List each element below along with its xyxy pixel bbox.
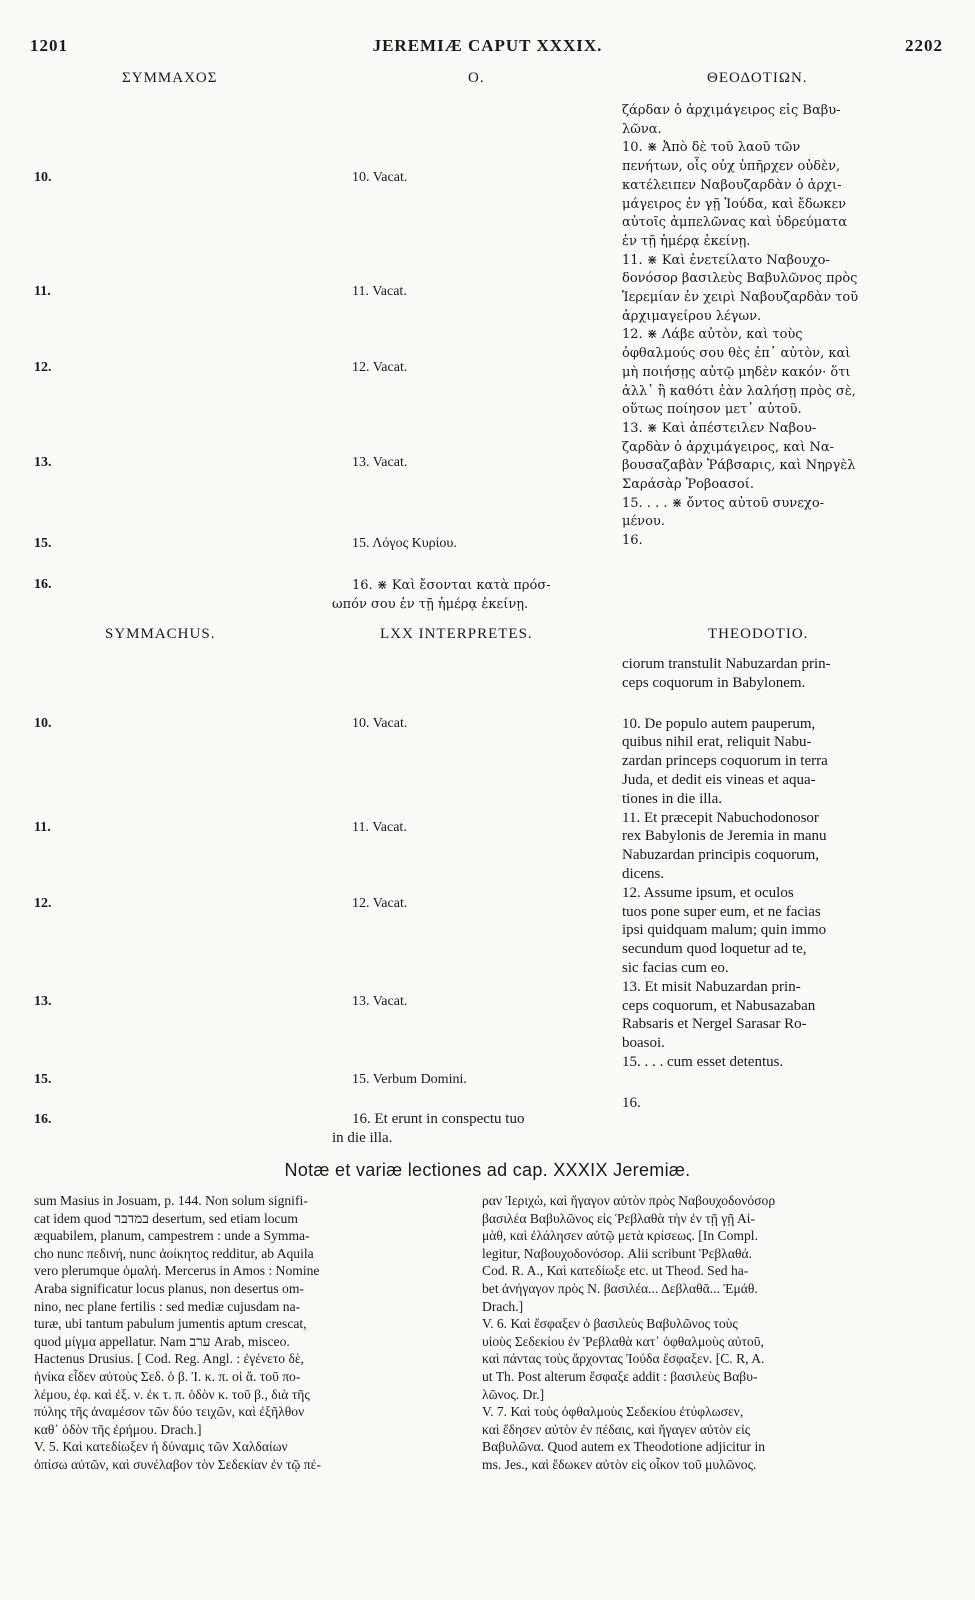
latin-lxx-verse: 13. Vacat. bbox=[352, 994, 408, 1009]
page-title: JEREMIÆ CAPUT XXXIX. bbox=[372, 36, 603, 55]
latin-sym-verse: 11. bbox=[34, 820, 51, 835]
greek-th-line: ἀρχιμαγείρου λέγων. bbox=[622, 308, 762, 324]
spacer bbox=[622, 1072, 907, 1094]
note-line: λέμου, ἐφ. καὶ ἐξ. ν. ἐκ τ. π. ὁδὸν κ. τοῦ β., διὰ τῆς bbox=[34, 1386, 310, 1402]
latin-header-lxx: LXX INTERPRETES. bbox=[380, 626, 533, 642]
greek-lxx-verse: 15. Λόγος Κυρίου. bbox=[352, 536, 457, 551]
note-line: legitur, Ναβουχοδονόσορ. Alii scribunt Ῥεβλαθά. bbox=[482, 1245, 753, 1261]
latin-th-line: ipsi quidquam malum; quin immo bbox=[622, 922, 827, 939]
latin-theodotion-column bbox=[622, 655, 907, 1113]
latin-th-line: 11. Et præcepit Nabuchodonosor bbox=[622, 809, 819, 826]
note-line: μὰθ, καὶ ἐλάλησεν αὐτῷ μετὰ κρίσεως. [In Compl. bbox=[482, 1228, 758, 1244]
note-line: cho nunc πεδινή, nunc ἀοίκητος redditur, ab Aquila bbox=[34, 1245, 314, 1261]
note-line: βασιλέα Βαβυλῶνος εἰς Ῥεβλαθὰ τὴν ἐν τῇ γῇ Αἰ- bbox=[482, 1210, 755, 1226]
latin-th-line: ceps coquorum, et Nabusazaban bbox=[622, 997, 816, 1014]
note-line: ms. Jes., καὶ ἔδωκεν αὐτὸν εἰς οἶκον τοῦ μυλῶνος. bbox=[482, 1456, 757, 1472]
latin-th-line: tuos pone super eum, et ne facias bbox=[622, 903, 821, 920]
greek-th-line: 10. ⋇ Ἀπὸ δὲ τοῦ λαοῦ τῶν bbox=[622, 140, 801, 156]
notes-title: Notæ et variæ lectiones ad cap. XXXIX Jeremiæ. bbox=[284, 1160, 691, 1180]
greek-th-line: 11. ⋇ Καὶ ἐνετείλατο Ναβουχο- bbox=[622, 252, 830, 268]
greek-th-line: ζαρδὰν ὁ ἀρχιμάγειρος, καὶ Να- bbox=[622, 439, 834, 455]
latin-th-line: 16. bbox=[622, 1094, 641, 1111]
greek-header-theodotion: ΘΕΟΔΟΤΙΩΝ. bbox=[707, 70, 808, 86]
note-line: V. 5. Καὶ κατεδίωξεν ἡ δύναμις τῶν Χαλδαίων bbox=[34, 1439, 288, 1455]
note-line: πύλης τῆς ἀναμέσον τῶν δύο τειχῶν, καὶ ἐξῆλθον bbox=[34, 1404, 305, 1420]
greek-sym-verse: 16. bbox=[34, 577, 52, 592]
note-line: ὀπίσω αὐτῶν, καὶ συνέλαβον τὸν Σεδεκίαν ἐν τῷ πέ- bbox=[34, 1456, 321, 1472]
latin-th-line: Rabsaris et Nergel Sarasar Ro- bbox=[622, 1016, 807, 1033]
note-line: V. 7. Καὶ τοὺς ὀφθαλμοὺς Σεδεκίου ἐτύφλωσεν, bbox=[482, 1404, 744, 1420]
latin-th-line: sic facias cum eo. bbox=[622, 959, 729, 976]
note-line: καὶ πάντας τοὺς ἄρχοντας Ἰούδα ἔσφαξεν. [C. R, A. bbox=[482, 1351, 765, 1367]
note-line: nino, nec plane fertilis : sed mediæ cujusdam na- bbox=[34, 1298, 301, 1314]
note-line: Drach.] bbox=[482, 1298, 524, 1314]
note-line: Cod. R. A., Καὶ κατεδίωξε etc. ut Theod. Sed ha- bbox=[482, 1263, 749, 1279]
latin-lxx-line: in die illa. bbox=[332, 1129, 393, 1146]
greek-header-symmachus: ΣΥΜΜΑΧΟΣ bbox=[122, 70, 218, 86]
greek-th-line: μὴ ποιήσῃς αὐτῷ μηδὲν κακόν· ὅτι bbox=[622, 364, 851, 380]
greek-sym-verse: 10. bbox=[34, 170, 52, 185]
greek-th-line: δονόσορ βασιλεὺς Βαβυλῶνος πρὸς bbox=[622, 271, 858, 287]
notes-left-column bbox=[34, 1192, 464, 1474]
spacer bbox=[622, 693, 907, 715]
latin-th-line: rex Babylonis de Jeremia in manu bbox=[622, 828, 827, 845]
latin-sym-verse: 12. bbox=[34, 896, 52, 911]
greek-th-line: Ἱερεμίαν ἐν χειρὶ Ναβουζαρδὰν τοῦ bbox=[622, 290, 859, 306]
note-line: Araba significatur locus planus, non desertus om- bbox=[34, 1280, 304, 1296]
latin-th-line: dicens. bbox=[622, 865, 665, 882]
greek-th-line: οὕτως ποίησον μετ᾽ αὐτοῦ. bbox=[622, 402, 802, 418]
note-line: ut Th. Post alterum ἔσφαξε addit : βασιλεὺς Βαβυ- bbox=[482, 1368, 758, 1384]
greek-sym-verse: 11. bbox=[34, 284, 51, 299]
note-line: Βαβυλῶνα. Quod autem ex Theodotione adjicitur in bbox=[482, 1439, 766, 1455]
greek-lxx-verse: 12. Vacat. bbox=[352, 360, 408, 375]
latin-lxx-line: 16. Et erunt in conspectu tuo bbox=[352, 1111, 525, 1127]
note-line: υἱοὺς Σεδεκίου ἐν Ῥεβλαθὰ κατ᾽ ὀφθαλμοὺς αὐτοῦ, bbox=[482, 1333, 764, 1349]
latin-sym-verse: 16. bbox=[34, 1112, 52, 1127]
greek-th-line: αὐτοῖς ἀμπελῶνας καὶ ὑδρεύματα bbox=[622, 215, 847, 231]
latin-th-line: 10. De populo autem pauperum, bbox=[622, 715, 816, 732]
note-line: sum Masius in Josuam, p. 144. Non solum signifi- bbox=[34, 1193, 308, 1208]
greek-th-line: 13. ⋇ Καὶ ἀπέστειλεν Ναβου- bbox=[622, 420, 817, 436]
note-line: Hactenus Drusius. [ Cod. Reg. Angl. : ἐγένετο δὲ, bbox=[34, 1351, 305, 1367]
greek-th-line: 15. . . . ⋇ ὄντος αὐτοῦ συνεχο- bbox=[622, 495, 825, 511]
latin-th-line: zardan princeps coquorum in terra bbox=[622, 753, 828, 770]
note-line: V. 6. Καὶ ἔσφαξεν ὁ βασιλεὺς Βαβυλῶνος τοὺς bbox=[482, 1316, 738, 1332]
latin-th-line: tiones in die illa. bbox=[622, 790, 722, 807]
greek-lxx-verse: 11. Vacat. bbox=[352, 284, 407, 299]
greek-lxx-verse: 10. Vacat. bbox=[352, 170, 408, 185]
latin-lxx-verse: 10. Vacat. bbox=[352, 716, 408, 731]
latin-th-line: secundum quod loquetur ad te, bbox=[622, 941, 807, 958]
greek-th-line: κατέλειπεν Ναβουζαρδὰν ὁ ἀρχι- bbox=[622, 177, 842, 193]
note-line: καθ᾽ ὁδὸν τῆς ἐρήμου. Drach.] bbox=[34, 1421, 202, 1437]
note-line: æquabilem, planum, campestrem : unde a Symma- bbox=[34, 1228, 310, 1244]
latin-th-line: 13. Et misit Nabuzardan prin- bbox=[622, 978, 801, 995]
note-line: bet ἀνήγαγον πρὸς Ν. βασιλέα... Δεβλαθᾶ... Ἐμάθ. bbox=[482, 1280, 758, 1296]
greek-sym-verse: 13. bbox=[34, 455, 52, 470]
latin-th-line: quibus nihil erat, reliquit Nabu- bbox=[622, 734, 812, 751]
latin-sym-verse: 13. bbox=[34, 994, 52, 1009]
latin-lxx-verse: 12. Vacat. bbox=[352, 896, 408, 911]
greek-lxx-line: 16. ⋇ Καὶ ἔσονται κατὰ πρόσ- bbox=[352, 578, 551, 593]
note-line: quod μίγμα appellatur. Nam ערב Arab, misceo. bbox=[34, 1333, 290, 1349]
page-number-left: 1201 bbox=[30, 36, 68, 55]
latin-sym-verse: 15. bbox=[34, 1072, 52, 1087]
note-line: turæ, ubi tantum pabulum jumentis aptum crescat, bbox=[34, 1316, 307, 1332]
note-line: cat idem quod במדבר desertum, sed etiam locum bbox=[34, 1210, 298, 1226]
latin-sym-verse: 10. bbox=[34, 716, 52, 731]
latin-lxx-verse: 11. Vacat. bbox=[352, 820, 407, 835]
greek-theodotion-column bbox=[622, 102, 912, 551]
greek-th-line: ἐν τῇ ἡμέρᾳ ἐκείνῃ. bbox=[622, 233, 751, 249]
latin-th-line: ciorum transtulit Nabuzardan prin- bbox=[622, 656, 831, 672]
greek-lxx-verse: 13. Vacat. bbox=[352, 455, 408, 470]
latin-header-symmachus: SYMMACHUS. bbox=[105, 626, 216, 642]
greek-th-line: λῶνα. bbox=[622, 121, 662, 137]
greek-th-line: βουσαζαβὰν Ῥάβσαρις, καὶ Νηργὲλ bbox=[622, 458, 856, 474]
greek-th-line: ζάρδαν ὁ ἀρχιμάγειρος εἰς Βαβυ- bbox=[622, 103, 841, 118]
latin-th-line: boasoi. bbox=[622, 1035, 665, 1052]
note-line: καὶ ἔδησεν αὐτὸν ἐν πέδαις, καὶ ἤγαγεν αὐτὸν εἰς bbox=[482, 1421, 751, 1437]
latin-lxx-verse: 15. Verbum Domini. bbox=[352, 1072, 467, 1087]
latin-header-theodotion: THEODOTIO. bbox=[708, 626, 809, 642]
latin-th-line: ceps coquorum in Babylonem. bbox=[622, 674, 806, 691]
greek-sym-verse: 15. bbox=[34, 536, 52, 551]
note-line: ραν Ἱεριχὼ, καὶ ἤγαγον αὐτὸν πρὸς Ναβουχοδονόσορ bbox=[482, 1193, 776, 1208]
greek-th-line: ἀλλ᾽ ἢ καθότι ἐὰν λαλήσῃ πρὸς σὲ, bbox=[622, 383, 856, 399]
greek-th-line: πενήτων, οἷς οὐχ ὑπῆρχεν οὐδὲν, bbox=[622, 159, 841, 175]
note-line: λῶνος. Dr.] bbox=[482, 1386, 545, 1402]
latin-th-line: Nabuzardan principis coquorum, bbox=[622, 847, 820, 864]
latin-th-line: Juda, et dedit eis vineas et aqua- bbox=[622, 771, 816, 788]
greek-th-line: 12. ⋇ Λάβε αὐτὸν, καὶ τοὺς bbox=[622, 327, 803, 343]
notes-right-column bbox=[482, 1192, 912, 1474]
greek-th-line: μάγειρος ἐν γῇ Ἰούδα, καὶ ἔδωκεν bbox=[622, 196, 847, 212]
greek-header-lxx: Ο. bbox=[468, 70, 485, 86]
greek-lxx-verse-16 bbox=[332, 577, 612, 614]
greek-th-line: μένου. bbox=[622, 514, 665, 530]
page-number-right: 2202 bbox=[905, 36, 943, 55]
note-line: vero plerumque ὁμαλή. Mercerus in Amos : Nomine bbox=[34, 1263, 320, 1279]
greek-lxx-line: ωπόν σου ἐν τῇ ἡμέρᾳ ἐκείνῃ. bbox=[332, 596, 529, 612]
latin-th-line: 15. . . . cum esset detentus. bbox=[622, 1053, 784, 1070]
greek-th-line: Σαράσὰρ Ῥοβοασοί. bbox=[622, 477, 754, 493]
greek-sym-verse: 12. bbox=[34, 360, 52, 375]
note-line: ἡνίκα εἶδεν αὐτοὺς Σεδ. ὁ β. Ἰ. κ. π. οἱ ἄ. τοῦ πο- bbox=[34, 1368, 301, 1384]
latin-th-line: 12. Assume ipsum, et oculos bbox=[622, 884, 794, 901]
greek-th-line: ὀφθαλμούς σου θὲς ἐπ᾽ αὐτὸν, καὶ bbox=[622, 346, 851, 362]
greek-th-line: 16. bbox=[622, 533, 643, 549]
latin-lxx-verse-16 bbox=[332, 1110, 612, 1148]
